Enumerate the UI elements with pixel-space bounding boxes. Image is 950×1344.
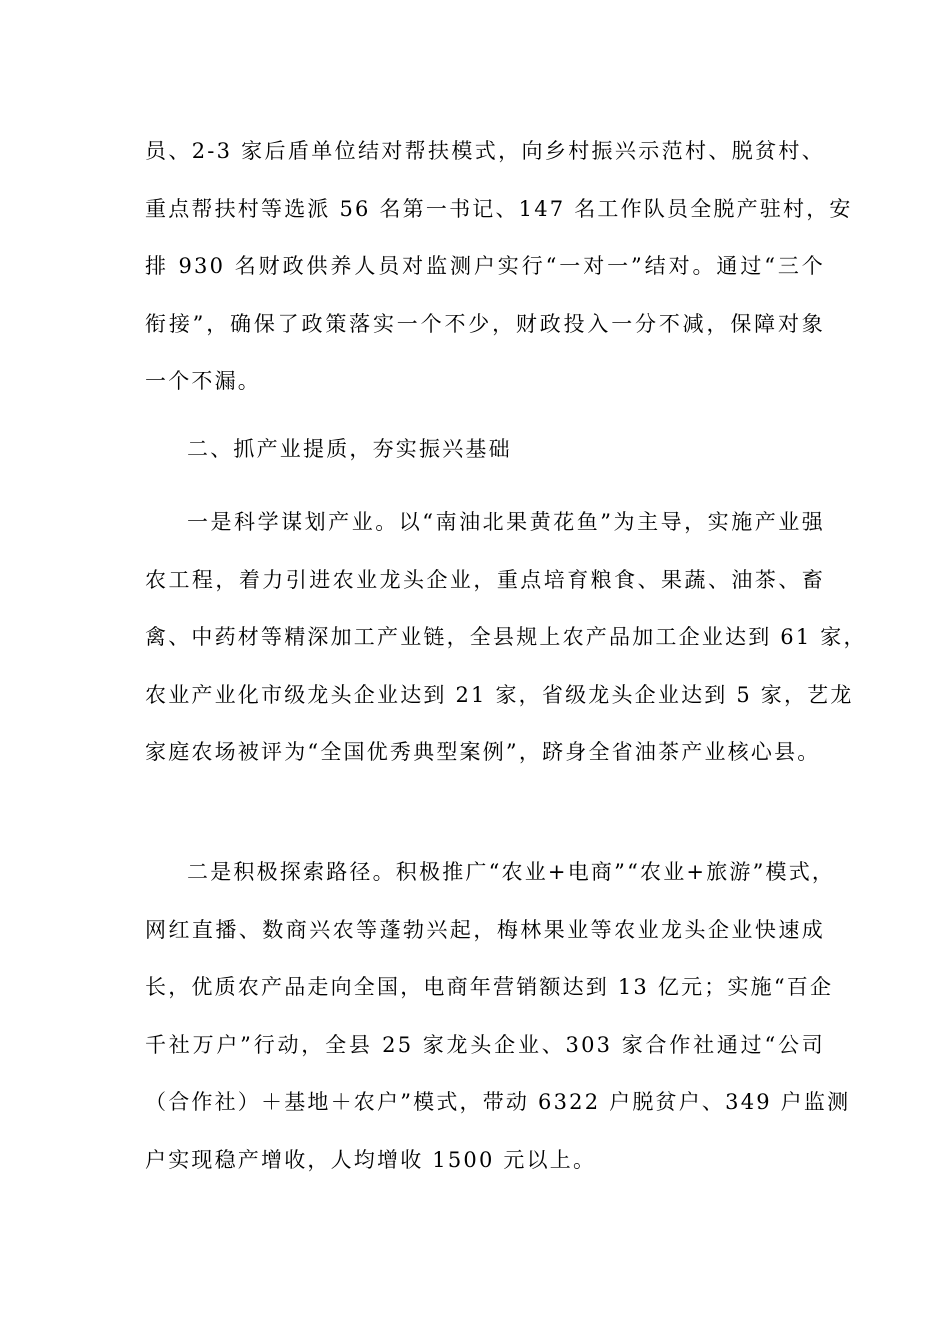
paragraph-line: 重点帮扶村等选派 56 名第一书记、147 名工作队员全脱产驻村，安 bbox=[145, 196, 853, 221]
paragraph-line: 农业产业化市级龙头企业达到 21 家，省级龙头企业达到 5 家，艺龙 bbox=[145, 682, 854, 707]
paragraph-line: 衔接”，确保了政策落实一个不少，财政投入一分不减，保障对象 bbox=[145, 311, 825, 336]
paragraph-line: 千社万户”行动，全县 25 家龙头企业、303 家合作社通过“公司 bbox=[145, 1032, 825, 1057]
paragraph-explore-paths bbox=[145, 844, 851, 1189]
paragraph-line: 排 930 名财政供养人员对监测户实行“一对一”结对。通过“三个 bbox=[145, 254, 825, 278]
section-heading-text: 二、抓产业提质，夯实振兴基础 bbox=[187, 437, 512, 461]
paragraph-line: 户实现稳产增收，人均增收 1500 元以上。 bbox=[145, 1147, 597, 1172]
paragraph-line: 禽、中药材等精深加工产业链，全县规上农产品加工企业达到 61 家， bbox=[145, 625, 867, 649]
paragraph-line: （合作社）＋基地＋农户”模式，带动 6322 户脱贫户、349 户监测 bbox=[145, 1090, 851, 1114]
paragraph-line: 农工程，着力引进农业龙头企业，重点培育粮食、果蔬、油茶、畜 bbox=[145, 567, 825, 592]
paragraph-line: 一是科学谋划产业。以“南油北果黄花鱼”为主导，实施产业强 bbox=[187, 510, 825, 534]
paragraph-support-model bbox=[145, 123, 853, 411]
paragraph-line: 长，优质农产品走向全国，电商年营销额达到 13 亿元；实施“百企 bbox=[145, 975, 834, 999]
paragraph-line: 二是积极探索路径。积极推广“农业+电商”“农业+旅游”模式， bbox=[187, 860, 836, 884]
paragraph-line: 员、2-3 家后盾单位结对帮扶模式，向乡村振兴示范村、脱贫村、 bbox=[145, 139, 825, 163]
paragraph-line: 家庭农场被评为“全国优秀典型案例”，跻身全省油茶产业核心县。 bbox=[145, 740, 821, 764]
paragraph-line: 网红直播、数商兴农等蓬勃兴起，梅林果业等农业龙头企业快速成 bbox=[145, 917, 825, 942]
paragraph-industry-planning bbox=[145, 494, 867, 782]
paragraph-line: 一个不漏。 bbox=[145, 369, 261, 393]
section-heading bbox=[145, 421, 825, 479]
